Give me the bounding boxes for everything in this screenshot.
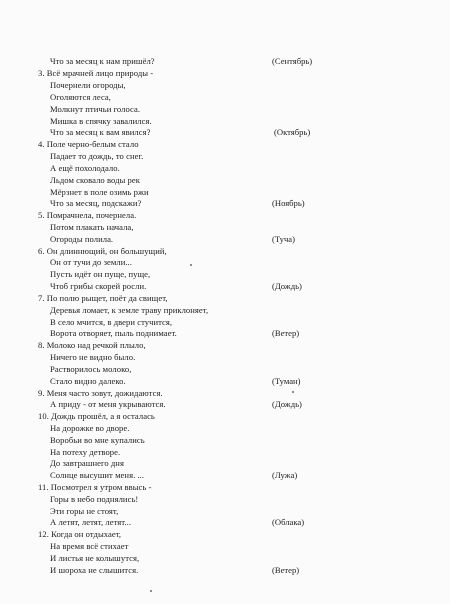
riddle-line: А приду - от меня укрываются. xyxy=(50,399,166,409)
riddle-answer: (Облака) xyxy=(272,517,305,527)
riddle-line: В село мчится, в двери стучится, xyxy=(50,317,173,327)
riddle-line: Почернели огороды, xyxy=(50,80,126,90)
riddle-line: 10. Дождь прошёл, а я осталась xyxy=(38,411,155,421)
riddle-line: На дорожке во дворе. xyxy=(50,423,130,433)
riddle-line: Что за месяц к вам явился? xyxy=(50,127,151,137)
riddle-line: Деревья ломает, к земле траву приклоняет, xyxy=(50,305,209,315)
riddle-line: 4. Поле черно-белым стало xyxy=(38,139,139,149)
riddle-line: До завтрашнего дня xyxy=(50,458,124,468)
riddle-line: Ворота отворяет, пыль поднимает. xyxy=(50,328,177,338)
riddle-line: 8. Молоко над речкой плыло, xyxy=(38,340,146,350)
scan-speck xyxy=(150,590,152,592)
riddle-line: 3. Всё мрачней лицо природы - xyxy=(38,68,154,78)
riddle-answer: (Октябрь) xyxy=(274,127,311,137)
scan-speck xyxy=(292,391,294,393)
riddle-line: Солнце высушит меня. ... xyxy=(50,470,145,480)
riddle-answer: (Туман) xyxy=(272,376,301,386)
riddle-line: А летят, летят, летят... xyxy=(50,517,132,527)
riddle-line: Молкнут птичьи голоса. xyxy=(50,104,141,114)
riddle-answer: (Лужа) xyxy=(272,470,298,480)
riddle-line: Льдом сковало воды рек xyxy=(50,175,140,185)
riddle-line: Горы в небо поднялись! xyxy=(50,494,139,504)
riddle-line: Ничего не видно было. xyxy=(50,352,136,362)
riddle-line: Он от тучи до земли... xyxy=(50,257,132,267)
riddle-line: На потеху детворе. xyxy=(50,447,121,457)
riddle-line: Потом плакать начала, xyxy=(50,222,134,232)
riddle-answer: (Ветер) xyxy=(272,565,300,575)
riddle-line: Мишка в спячку завалился. xyxy=(50,116,152,126)
riddle-answer: (Дождь) xyxy=(272,399,302,409)
riddle-line: Пусть идёт он пуще, пуще, xyxy=(50,269,151,279)
riddle-line: 11. Посмотрел я утром ввысь - xyxy=(38,482,152,492)
riddle-line: Оголяются леса, xyxy=(50,92,111,102)
riddle-answer: (Сентябрь) xyxy=(272,56,313,66)
riddle-line: И листья не колышутся, xyxy=(50,553,140,563)
riddle-line: Чтоб грибы скорей росли. xyxy=(50,281,147,291)
riddle-line: Что за месяц, подскажи? xyxy=(50,198,142,208)
riddle-line: 5. Помрачнела, почернела. xyxy=(38,210,137,220)
riddle-line: Эти горы не стоят, xyxy=(50,506,119,516)
riddle-line: 6. Он длиннющий, он большущий, xyxy=(38,246,167,256)
riddle-line: 9. Меня часто зовут, дожидаются. xyxy=(38,388,163,398)
riddle-answer: (Ноябрь) xyxy=(272,198,305,208)
riddle-line: На время всё стихает xyxy=(50,541,129,551)
riddle-line: Что за месяц к нам пришёл? xyxy=(50,56,155,66)
riddle-line: Огороды полила. xyxy=(50,234,114,244)
riddle-answer: (Туча) xyxy=(272,234,295,244)
riddle-line: Падает то дождь, то снег. xyxy=(50,151,144,161)
riddle-answer: (Дождь) xyxy=(272,281,302,291)
riddle-line: Воробьи во мне купались xyxy=(50,435,145,445)
riddle-answer: (Ветер) xyxy=(272,328,300,338)
scan-speck xyxy=(190,264,192,266)
riddle-line: Растворилось молоко, xyxy=(50,364,132,374)
riddle-line: 7. По полю рыщет, поёт да свищет, xyxy=(38,293,168,303)
riddle-line: 12. Когда он отдыхает, xyxy=(38,529,122,539)
riddle-line: И шороха не слышится. xyxy=(50,565,139,575)
riddle-line: А ещё похолодало. xyxy=(50,163,120,173)
riddle-line: Стало видно далеко. xyxy=(50,376,126,386)
riddle-line: Мёрзнет в поле озимь ржи xyxy=(50,187,149,197)
